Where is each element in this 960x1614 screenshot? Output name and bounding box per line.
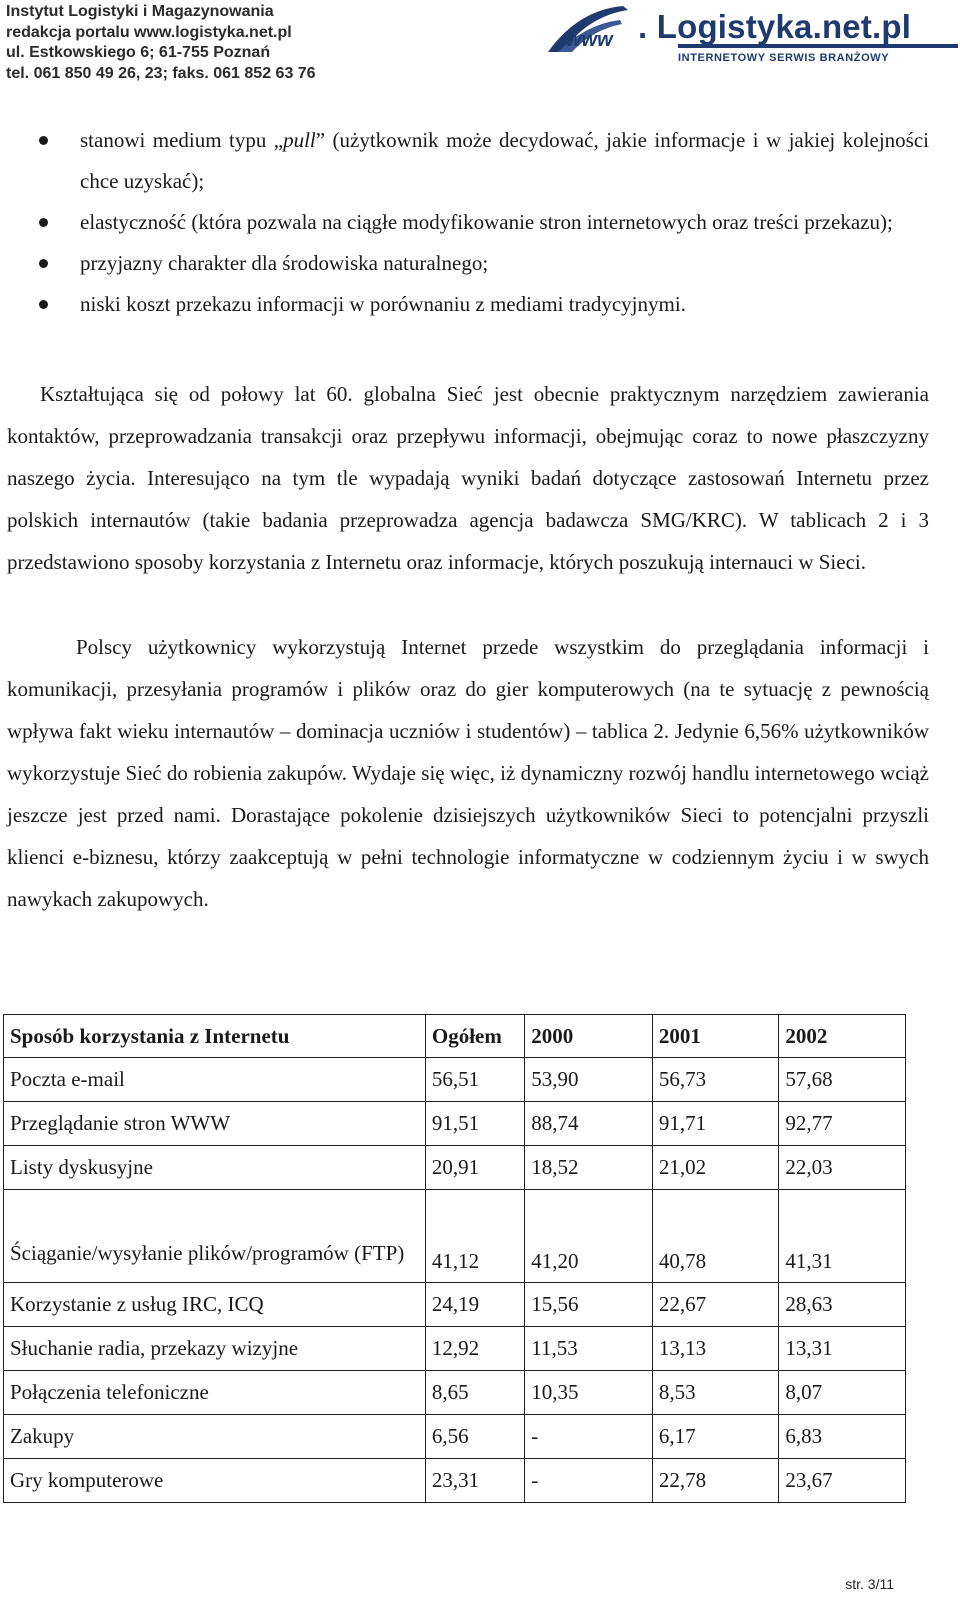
table-row (4, 1058, 906, 1102)
table-cell: 88,74 (525, 1102, 653, 1146)
table-cell: 8,53 (652, 1371, 779, 1415)
publisher-line: redakcja portalu www.logistyka.net.pl (6, 23, 292, 41)
publisher-line: tel. 061 850 49 26, 23; faks. 061 852 63 76 (6, 64, 316, 82)
table-cell: Zakupy (4, 1415, 426, 1459)
list-item (0, 284, 960, 325)
page-number: str. 3/11 (845, 1576, 894, 1592)
list-item-text: stanowi medium typu „pull” (użytkownik może decydować, jakie informacje i w jakiej kolejności chce uzyskać); (80, 128, 929, 193)
table-cell: 8,65 (425, 1371, 524, 1415)
table-cell: Gry komputerowe (4, 1459, 426, 1503)
table-cell: 13,13 (652, 1327, 779, 1371)
table-row (4, 1283, 906, 1327)
bullet-icon (39, 136, 48, 145)
table-cell: 10,35 (525, 1371, 653, 1415)
table-cell: 56,73 (652, 1058, 779, 1102)
table-cell: 6,83 (779, 1415, 906, 1459)
column-header: 2000 (525, 1015, 653, 1058)
body-paragraph: Kształtująca się od połowy lat 60. globalna Sieć jest obecnie praktycznym narzędziem zawierania kontaktów, przeprowadzania transakcji oraz przepływu informacji, obejmując coraz to nowe płaszczyzny naszego życia. Interesująco na tym tle wypadają wyniki badań dotyczące zastosowań Internetu przez polskich internautów (takie badania przeprowadza agencja badawcza SMG/KRC). W tablicach 2 i 3 przedstawiono sposoby korzystania z Internetu oraz informacje, których poszukują internauci w Sieci. (7, 382, 929, 574)
list-item (0, 243, 960, 284)
table-row (4, 1102, 906, 1146)
column-header: 2002 (779, 1015, 906, 1058)
logo-text: . Logistyka.net.pl (638, 8, 912, 45)
table-cell: Poczta e-mail (4, 1058, 426, 1102)
table-row (4, 1190, 906, 1283)
table-cell: 18,52 (525, 1146, 653, 1190)
table-cell: 22,03 (779, 1146, 906, 1190)
table-cell: 92,77 (779, 1102, 906, 1146)
list-item-text: elastyczność (która pozwala na ciągłe modyfikowanie stron internetowych oraz treści przekazu); (80, 210, 893, 234)
table-cell: - (525, 1459, 653, 1503)
list-item (0, 202, 960, 243)
table-cell: 11,53 (525, 1327, 653, 1371)
svg-text:www: www (566, 29, 613, 51)
table-cell: 23,31 (425, 1459, 524, 1503)
table-cell: 91,51 (425, 1102, 524, 1146)
table-cell: 6,56 (425, 1415, 524, 1459)
table-cell: 23,67 (779, 1459, 906, 1503)
table-cell: 15,56 (525, 1283, 653, 1327)
table-cell: 57,68 (779, 1058, 906, 1102)
site-logo (528, 2, 960, 72)
list-item-text: przyjazny charakter dla środowiska naturalnego; (80, 251, 489, 275)
table-cell: 12,92 (425, 1327, 524, 1371)
table-cell: Ściąganie/wysyłanie plików/programów (FTP) (4, 1190, 426, 1283)
table-cell: 8,07 (779, 1371, 906, 1415)
table-cell: 22,78 (652, 1459, 779, 1503)
table-row (4, 1415, 906, 1459)
publisher-line: Instytut Logistyki i Magazynowania (6, 3, 274, 20)
table-row (4, 1146, 906, 1190)
table-cell: Połączenia telefoniczne (4, 1371, 426, 1415)
table-cell: Korzystanie z usług IRC, ICQ (4, 1283, 426, 1327)
table-cell: 6,17 (652, 1415, 779, 1459)
publisher-line: ul. Estkowskiego 6; 61-755 Poznań (6, 44, 271, 61)
bullet-icon (39, 300, 48, 309)
table-cell: 24,19 (425, 1283, 524, 1327)
column-header: Ogółem (425, 1015, 524, 1058)
column-header: Sposób korzystania z Internetu (4, 1015, 426, 1058)
table-cell: 41,12 (425, 1190, 524, 1283)
list-item (0, 120, 960, 202)
bullet-icon (39, 218, 48, 227)
table-cell: Listy dyskusyjne (4, 1146, 426, 1190)
table-cell: 53,90 (525, 1058, 653, 1102)
table-row (4, 1459, 906, 1503)
bullet-icon (39, 259, 48, 268)
table-cell: - (525, 1415, 653, 1459)
publisher-info (6, 2, 316, 84)
logo-subtitle: INTERNETOWY SERWIS BRANŻOWY (678, 52, 890, 64)
table-cell: 21,02 (652, 1146, 779, 1190)
column-header: 2001 (652, 1015, 779, 1058)
table-row (4, 1371, 906, 1415)
table-row (4, 1327, 906, 1371)
table-cell: 22,67 (652, 1283, 779, 1327)
table-cell: 41,20 (525, 1190, 653, 1283)
table-header-row (4, 1015, 906, 1058)
table-cell: 20,91 (425, 1146, 524, 1190)
list-item-text: niski koszt przekazu informacji w porównaniu z mediami tradycyjnymi. (80, 292, 686, 316)
table-cell: 28,63 (779, 1283, 906, 1327)
table-cell: 40,78 (652, 1190, 779, 1283)
table-cell: 41,31 (779, 1190, 906, 1283)
feature-list (0, 120, 960, 325)
body-paragraph: Polscy użytkownicy wykorzystują Internet przede wszystkim do przeglądania informacji i komunikacji, przesyłania programów i plików oraz do gier komputerowych (na te sytuację z pewnością wpływa fakt wieku internautów – dominacja uczniów i studentów) – tablica 2. Jedynie 6,56% użytkowników wykorzystuje Sieć do robienia zakupów. Wydaje się więc, iż dynamiczny rozwój handlu internetowego wciąż jeszcze jest przed nami. Dorastające pokolenie dzisiejszych użytkowników Sieci to potencjalni przyszli klienci e-biznesu, którzy zaakceptują w pełni technologie informatyczne w codziennym życiu i w swych nawykach zakupowych. (7, 635, 929, 911)
table-cell: Przeglądanie stron WWW (4, 1102, 426, 1146)
table-cell: 91,71 (652, 1102, 779, 1146)
usage-table (3, 1014, 906, 1503)
table-cell: 56,51 (425, 1058, 524, 1102)
table-cell: 13,31 (779, 1327, 906, 1371)
table-cell: Słuchanie radia, przekazy wizyjne (4, 1327, 426, 1371)
